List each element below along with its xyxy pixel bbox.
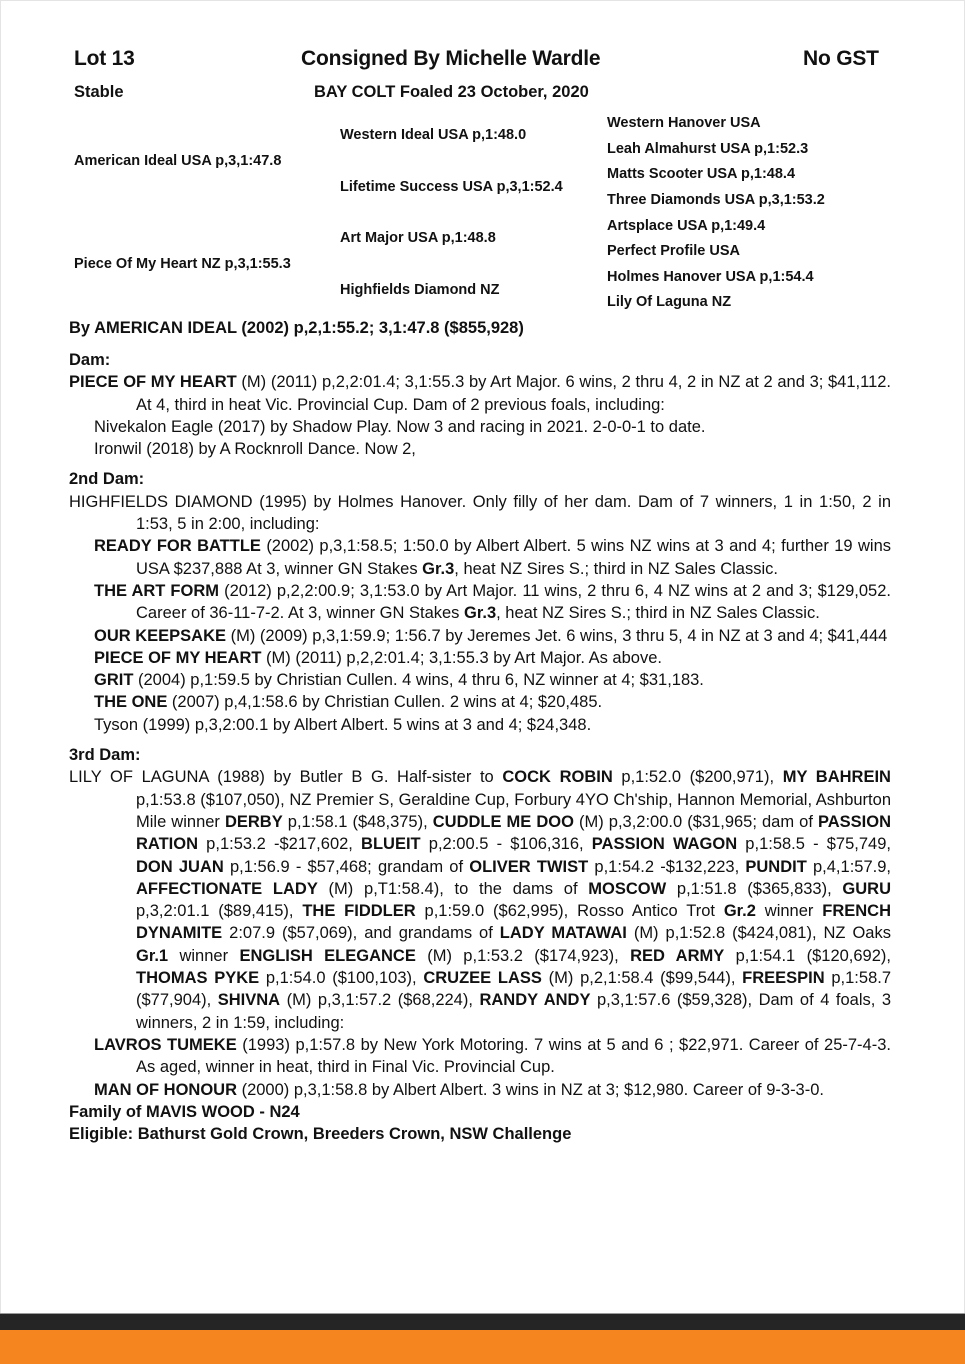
progeny-name: LAVROS TUMEKE (94, 1035, 237, 1054)
second-dam-progeny-list (69, 535, 891, 736)
text-segment: 2:07.9 ($57,069), and grandams of (222, 924, 500, 943)
progeny-details: (M) (2009) p,3,1:59.9; 1:56.7 by Jeremes Jet. 6 wins, 3 thru 5, 4 in NZ at 3 and 4; $41,444 (226, 626, 888, 645)
foal-entry: Ironwil (2018) by A Rocknroll Dance. Now 2, (94, 440, 416, 459)
progeny-details: , heat NZ Sires S.; third in NZ Sales Classic. (454, 559, 778, 578)
progeny-entry (69, 714, 891, 736)
relative-name: GURU (842, 879, 891, 898)
relative-name: RANDY ANDY (479, 991, 591, 1010)
race-grade: Gr.3 (464, 604, 497, 623)
relative-name: FRENCH DYNAMITE (136, 902, 892, 943)
eligibility-line: Eligible: Bathurst Gold Crown, Breeders Crown, NSW Challenge (69, 1125, 572, 1144)
progeny-details: (2007) p,4,1:58.6 by Christian Cullen. 2 wins at 4; $20,485. (167, 693, 603, 712)
third-dam-heading: 3rd Dam: (69, 746, 141, 765)
pedigree-gen3: Lily Of Laguna NZ (607, 294, 732, 310)
progeny-details: , heat NZ Sires S.; third in NZ Sales Classic. (496, 604, 820, 623)
text-segment: (M) p,1:53.2 ($174,923), (415, 946, 631, 965)
relative-name: THOMAS PYKE (136, 969, 260, 988)
sire-summary: By AMERICAN IDEAL (2002) p,2,1:55.2; 3,1:47.8 ($855,928) (69, 319, 524, 337)
pedigree-gen3: Artsplace USA p,1:49.4 (607, 218, 766, 234)
pedigree-gen3: Three Diamonds USA p,3,1:53.2 (607, 192, 825, 208)
progeny-name: PIECE OF MY HEART (94, 648, 262, 667)
gst-status: No GST (803, 47, 879, 70)
progeny-entry (69, 647, 891, 669)
pedigree-dam-sire: Art Major USA p,1:48.8 (340, 230, 496, 246)
third-dam-progeny-list (69, 1034, 891, 1101)
footer-orange-bar (0, 1330, 965, 1364)
text-segment: p,1:52.0 ($200,971), (612, 768, 783, 787)
text-segment: LILY OF LAGUNA (1988) by Butler B G. Half-sister to (69, 768, 503, 787)
consignor: Consigned By Michelle Wardle (301, 47, 601, 70)
text-segment: winner (168, 946, 240, 965)
relative-name: MOSCOW (588, 879, 667, 898)
dam-paragraph (69, 371, 891, 416)
relative-name: Gr.2 (723, 902, 756, 921)
text-segment: (M) p,3,1:57.2 ($68,224), (280, 991, 480, 1010)
relative-name: SHIVNA (217, 991, 281, 1010)
relative-name: MY BAHREIN (782, 768, 891, 787)
second-dam-heading: 2nd Dam: (69, 470, 145, 489)
text-segment: p,1:53.2 -$217,602, (198, 835, 362, 854)
progeny-entry (69, 580, 891, 625)
relative-name: THE FIDDLER (302, 902, 416, 921)
progeny-entry (69, 669, 891, 691)
text-segment: p,1:56.9 - $57,468; grandam of (223, 857, 470, 876)
text-segment: p,3,2:01.1 ($89,415), (136, 902, 303, 921)
progeny-details: (2012) p,2,2:00.9; 3,1:53.0 by Art Major. 11 wins, 2 thru 6, 4 NZ wins at 2 and 3; $129,052. Career of 36-11-7-2. At 3, winner GN Stakes (136, 581, 891, 623)
text-segment: (M) p,3,2:00.0 ($31,965; dam of (573, 812, 818, 831)
progeny-details: (2000) p,3,1:58.8 by Albert Albert. 3 wins in NZ at 3; $12,980. Career of 9-3-3-0. (237, 1080, 824, 1099)
pedigree-dam: Piece Of My Heart NZ p,3,1:55.3 (74, 256, 291, 272)
text-segment: winner (755, 902, 823, 921)
family-line: Family of MAVIS WOOD - N24 (69, 1102, 300, 1121)
text-segment: p,4,1:57.9, (806, 857, 891, 876)
pedigree-sire: American Ideal USA p,3,1:47.8 (74, 153, 282, 169)
relative-name: CUDDLE ME DOO (432, 812, 574, 831)
pedigree-gen3: Matts Scooter USA p,1:48.4 (607, 166, 796, 182)
text-segment: p,3,1:57.6 ($59,328), Dam of 4 foals, 3 winners, 2 in 1:59, including: (136, 991, 891, 1032)
text-segment: p,1:58.7 ($77,904), (136, 969, 892, 1010)
second-dam-paragraph: HIGHFIELDS DIAMOND (1995) by Holmes Hanover. Only filly of her dam. Dam of 7 winners, 1 in 1:50, 2 in 1:53, 5 in 2:00, including: (69, 492, 891, 534)
relative-name: DON JUAN (136, 857, 224, 876)
text-segment: (M) p,2,1:58.4 ($99,544), (541, 969, 743, 988)
relative-name: LADY MATAWAI (499, 924, 627, 943)
progeny-entry (69, 1034, 891, 1079)
relative-name: ENGLISH ELEGANCE (239, 946, 416, 965)
progeny-details: (2004) p,1:59.5 by Christian Cullen. 4 wins, 4 thru 6, NZ winner at 4; $31,183. (133, 671, 704, 690)
relative-name: PUNDIT (745, 857, 807, 876)
text-segment: p,1:59.0 ($62,995), Rosso Antico Trot (415, 902, 724, 921)
relative-name: PASSION RATION (136, 812, 892, 854)
progeny-details: (1993) p,1:57.8 by New York Motoring. 7 wins at 5 and 6 ; $22,971. Career of 25-7-4-3. As aged, winner in heat, third in Final Vic. Provincial Cup. (136, 1035, 891, 1077)
pedigree-gen3: Holmes Hanover USA p,1:54.4 (607, 269, 814, 285)
progeny-name: READY FOR BATTLE (94, 537, 261, 556)
text-segment: p,2:00.5 - $106,316, (420, 835, 592, 854)
progeny-entry (69, 1079, 891, 1101)
text-segment: p,1:58.5 - $75,749, (737, 835, 891, 854)
text-segment: p,1:51.8 ($365,833), (666, 879, 843, 898)
progeny-details: (2002) p,3,1:58.5; 1:50.0 by Albert Albert. 5 wins NZ wins at 3 and 4; further 19 wins USA $237,888 At 3, winner GN Stakes (136, 537, 891, 578)
relative-name: DERBY (224, 812, 283, 831)
text-segment: (M) p,1:52.8 ($424,081), NZ Oaks (626, 924, 891, 943)
pedigree-gen3: Perfect Profile USA (607, 243, 740, 259)
third-dam-paragraph (69, 766, 891, 1034)
pedigree-sire-sire: Western Ideal USA p,1:48.0 (340, 127, 527, 143)
text-segment: p,1:54.1 ($120,692), (724, 946, 891, 965)
text-segment: p,1:58.1 ($48,375), (282, 812, 433, 831)
dam-heading: Dam: (69, 351, 111, 369)
relative-name: COCK ROBIN (502, 768, 613, 787)
pedigree-gen3: Leah Almahurst USA p,1:52.3 (607, 141, 809, 157)
progeny-name: OUR KEEPSAKE (94, 626, 227, 645)
relative-name: FREESPIN (742, 969, 825, 988)
foal-entry: Nivekalon Eagle (2017) by Shadow Play. Now 3 and racing in 2021. 2-0-0-1 to date. (94, 417, 706, 436)
progeny-entry (69, 691, 891, 713)
pedigree-gen3: Western Hanover USA (607, 115, 761, 131)
relative-name: BLUEIT (361, 835, 421, 854)
relative-name: PASSION WAGON (591, 835, 738, 854)
dam-name: PIECE OF MY HEART (69, 373, 237, 392)
progeny-entry (69, 535, 891, 580)
relative-name: CRUZEE LASS (423, 969, 542, 988)
footer-dark-bar (0, 1313, 965, 1331)
progeny-details: (M) (2011) p,2,2:01.4; 3,1:55.3 by Art Major. As above. (261, 648, 662, 667)
horse-description: BAY COLT Foaled 23 October, 2020 (314, 83, 589, 101)
location: Stable (74, 83, 124, 101)
relative-name: Gr.1 (136, 946, 169, 965)
dam-details: (M) (2011) p,2,2:01.4; 3,1:55.3 by Art Major. 6 wins, 2 thru 4, 2 in NZ at 2 and 3; $41,112. At 4, third in heat Vic. Provincial Cup. Dam of 2 previous foals, including: (136, 373, 892, 414)
progeny-name: MAN OF HONOUR (94, 1080, 237, 1099)
race-grade: Gr.3 (422, 559, 455, 578)
relative-name: AFFECTIONATE LADY (136, 879, 318, 898)
progeny-entry (69, 625, 891, 647)
progeny-name: THE ONE (94, 693, 168, 712)
pedigree-sire-dam: Lifetime Success USA p,3,1:52.4 (340, 179, 563, 195)
text-segment: p,1:54.2 -$132,223, (588, 857, 746, 876)
progeny-name: THE ART FORM (94, 581, 220, 600)
text-segment: p,1:53.8 ($107,050), NZ Premier S, Geraldine Cup, Forbury 4YO Ch'ship, Hannon Memorial, Ashburton Mile winner (136, 790, 891, 831)
pedigree-dam-dam: Highfields Diamond NZ (340, 282, 500, 298)
lot-number: Lot 13 (74, 47, 135, 70)
catalogue-body (69, 349, 891, 1145)
text-segment: p,1:54.0 ($100,103), (259, 969, 424, 988)
progeny-details: Tyson (1999) p,3,2:00.1 by Albert Albert. 5 wins at 3 and 4; $24,348. (94, 715, 592, 734)
relative-name: RED ARMY (630, 946, 725, 965)
text-segment: (M) p,T1:58.4), to the dams of (317, 879, 589, 898)
progeny-name: GRIT (94, 671, 134, 690)
relative-name: OLIVER TWIST (469, 857, 589, 876)
